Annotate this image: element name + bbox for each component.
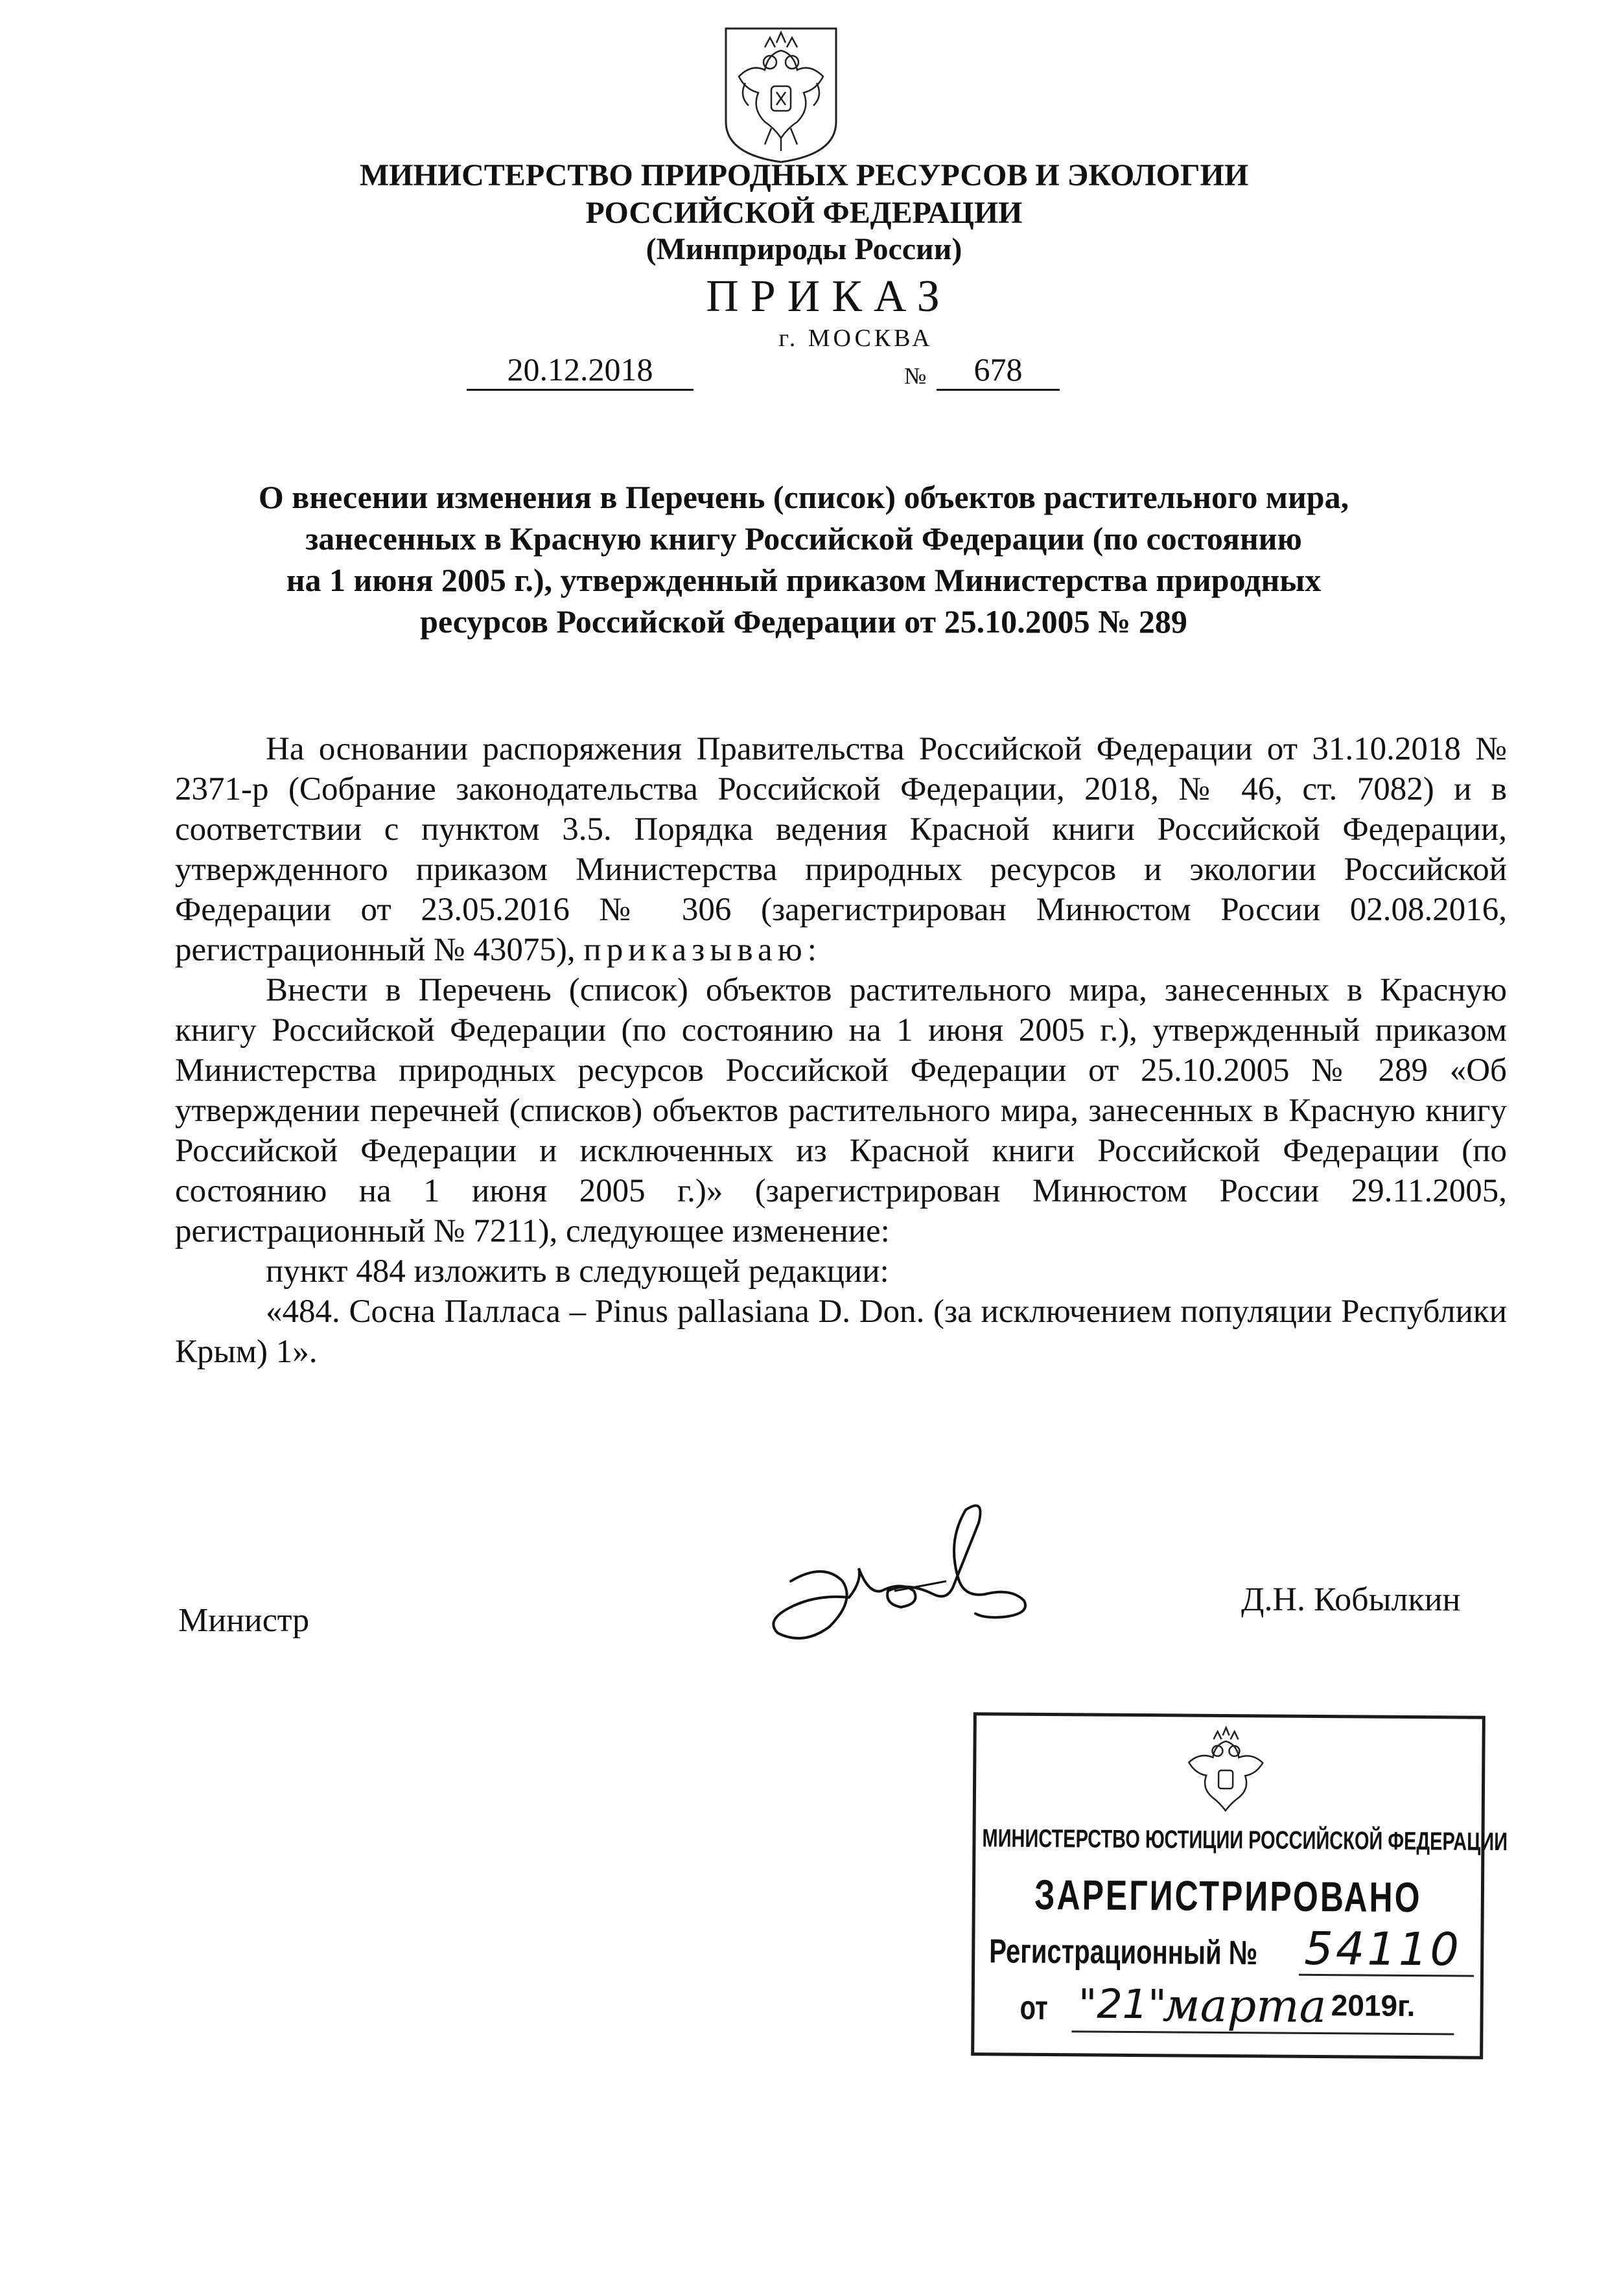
stamp-ministry: МИНИСТЕРСТВО ЮСТИЦИИ РОССИЙСКОЙ ФЕДЕРАЦИИ bbox=[982, 1824, 1508, 1857]
stamp-reg-number: 54110 bbox=[1304, 1921, 1462, 1977]
body-paragraph bbox=[175, 729, 1507, 970]
signatory-name: Д.Н. Кобылкин bbox=[1241, 1581, 1461, 1618]
body-paragraph: Внести в Перечень (список) объектов растительного мира, занесенных в Красную книгу Российской Федерации (по состоянию на 1 июня 2005 г.), утвержденный приказом Министерства природных ресурсов Российской Федерации от 25.10.2005 № 289 «Об утверждении перечней (списков) объектов растительного мира, занесенных в Красную книгу Российской Федерации и исключенных из Красной книги Российской Федерации (по состоянию на 1 июня 2005 г.)» (зарегистрирован Минюстом России 29.11.2005, регистрационный № 7211), следующее изменение: bbox=[175, 972, 1507, 1249]
stamp-status: ЗАРЕГИСТРИРОВАНО bbox=[1034, 1871, 1422, 1921]
subject-line: на 1 июня 2005 г.), утвержденный приказом Министерства природных bbox=[286, 562, 1322, 598]
stamp-date-prefix: от bbox=[1020, 1989, 1048, 2027]
ministry-name-line1: МИНИСТЕРСТВО ПРИРОДНЫХ РЕСУРСОВ И ЭКОЛОГИИ bbox=[359, 158, 1249, 192]
stamp-eagle-icon bbox=[1177, 1724, 1275, 1816]
registration-stamp bbox=[971, 1712, 1508, 2059]
ministry-short-name: (Минприроды России) bbox=[646, 232, 962, 266]
body-paragraph: «484. Сосна Палласа – Pinus pallasiana D. Don. (за исключением популяции Республики Крым) 1». bbox=[175, 1293, 1507, 1370]
document-body bbox=[175, 729, 1507, 1372]
ministry-name-line2: РОССИЙСКОЙ ФЕДЕРАЦИИ bbox=[585, 196, 1023, 230]
basis-text: На основании распоряжения Правительства Российской Федерации от 31.10.2018 № 2371-р (Собрание законодательства Российской Федерации, 2018, № 46, ст. 7082) и в соответствии с пунктом 3.5. Порядка ведения Красной книги Российской Федерации, утвержденного приказом Министерства природных ресурсов и экологии Российской Федерации от 23.05.2016 № 306 (зарегистрирован Минюстом России 02.08.2016, регистрационный № 43075), bbox=[175, 731, 1507, 968]
handwritten-signature bbox=[752, 1484, 1050, 1646]
document-city: г. МОСКВА bbox=[778, 325, 933, 352]
body-paragraph: пункт 484 изложить в следующей редакции: bbox=[266, 1253, 889, 1290]
document-number-label: № bbox=[904, 363, 927, 389]
stamp-year: 2019г. bbox=[1331, 1988, 1416, 2023]
coat-of-arms-emblem bbox=[719, 25, 843, 164]
subject-line: ресурсов Российской Федерации от 25.10.2005 № 289 bbox=[420, 603, 1187, 640]
subject-line: занесенных в Красную книгу Российской Федерации (по состоянию bbox=[305, 520, 1302, 557]
document-type-title: ПРИКАЗ bbox=[706, 272, 951, 321]
subject-line: О внесении изменения в Перечень (список) объектов растительного мира, bbox=[258, 479, 1349, 515]
stamp-day: "21" bbox=[1078, 1980, 1167, 2028]
document-number: 678 bbox=[937, 350, 1060, 391]
stamp-reg-underline bbox=[1299, 1974, 1474, 1977]
stamp-month: марта bbox=[1162, 1978, 1327, 2034]
order-word: приказываю: bbox=[583, 932, 822, 968]
document-date: 20.12.2018 bbox=[467, 350, 693, 391]
stamp-reg-label: Регистрационный № bbox=[989, 1932, 1258, 1972]
signatory-position: Министр bbox=[178, 1602, 310, 1639]
document-subject bbox=[156, 476, 1452, 642]
